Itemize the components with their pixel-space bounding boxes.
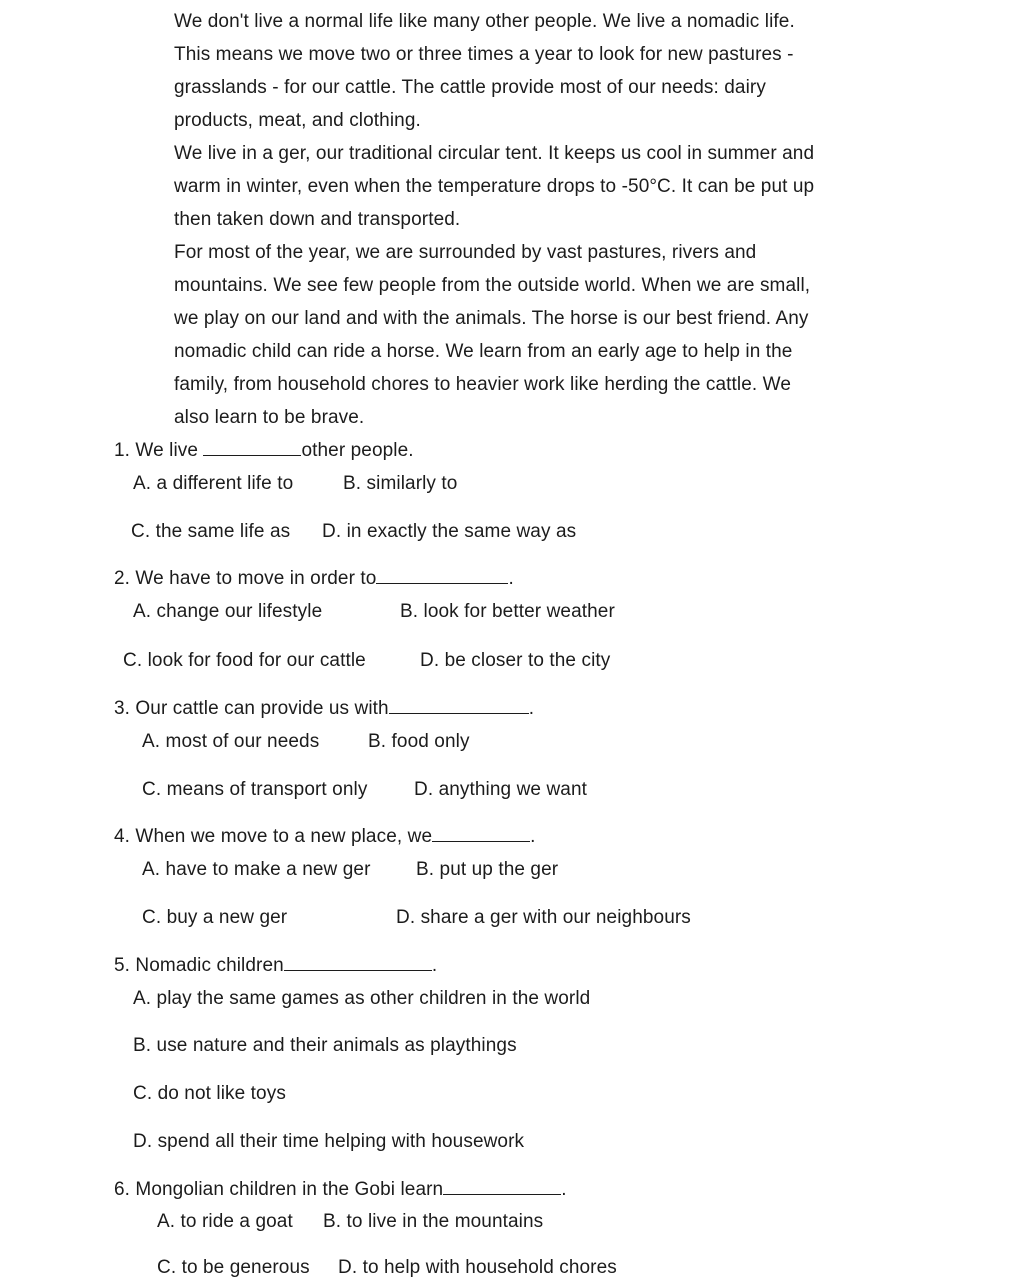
passage-line: family, from household chores to heavier work like herding the cattle. We — [174, 374, 791, 395]
passage-line: mountains. We see few people from the outside world. When we are small, — [174, 275, 811, 296]
question-stem-end: other people. — [301, 440, 414, 461]
question-stem — [114, 439, 414, 463]
option-b[interactable]: B. food only — [368, 731, 470, 752]
option-b[interactable]: B. similarly to — [343, 473, 458, 494]
question-stem — [114, 825, 536, 849]
option-c[interactable]: C. means of transport only — [142, 779, 368, 800]
option-b[interactable]: B. use nature and their animals as playthings — [133, 1035, 517, 1056]
option-c[interactable]: C. the same life as — [131, 521, 291, 542]
option-d[interactable]: D. in exactly the same way as — [322, 521, 577, 542]
passage-line: For most of the year, we are surrounded by vast pastures, rivers and — [174, 242, 757, 263]
question-stem — [114, 697, 534, 721]
passage-line: grasslands - for our cattle. The cattle provide most of our needs: dairy — [174, 77, 766, 98]
question-stem — [114, 954, 437, 978]
question-stem-end: . — [508, 568, 514, 589]
answer-blank[interactable] — [389, 697, 529, 714]
answer-blank[interactable] — [284, 954, 432, 971]
question-stem-text: 3. Our cattle can provide us with — [114, 698, 389, 719]
option-a[interactable]: A. have to make a new ger — [142, 859, 371, 880]
option-a[interactable]: A. to ride a goat — [157, 1211, 293, 1232]
passage-line: also learn to be brave. — [174, 407, 365, 428]
question-stem-text: 6. Mongolian children in the Gobi learn — [114, 1179, 444, 1200]
passage-line: products, meat, and clothing. — [174, 110, 421, 131]
option-a[interactable]: A. most of our needs — [142, 731, 320, 752]
option-c[interactable]: C. to be generous — [157, 1257, 310, 1278]
option-a[interactable]: A. play the same games as other children in the world — [133, 988, 591, 1009]
option-c[interactable]: C. look for food for our cattle — [123, 650, 366, 671]
passage-line: We live in a ger, our traditional circular tent. It keeps us cool in summer and — [174, 143, 815, 164]
answer-blank[interactable] — [443, 1178, 561, 1195]
question-stem-text: 1. We live — [114, 440, 204, 461]
passage-line: This means we move two or three times a year to look for new pastures - — [174, 44, 794, 65]
option-b[interactable]: B. look for better weather — [400, 601, 615, 622]
question-stem-end: . — [530, 826, 536, 847]
question-stem-text: 4. When we move to a new place, we — [114, 826, 433, 847]
passage-line: nomadic child can ride a horse. We learn from an early age to help in the — [174, 341, 793, 362]
question-stem-end: . — [561, 1179, 567, 1200]
option-c[interactable]: C. buy a new ger — [142, 907, 288, 928]
option-d[interactable]: D. to help with household chores — [338, 1257, 617, 1278]
option-a[interactable]: A. change our lifestyle — [133, 601, 323, 622]
passage-line: We don't live a normal life like many other people. We live a nomadic life. — [174, 11, 795, 32]
passage-line: warm in winter, even when the temperature drops to -50°C. It can be put up — [174, 176, 815, 197]
question-stem-text: 5. Nomadic children — [114, 955, 284, 976]
option-b[interactable]: B. to live in the mountains — [323, 1211, 544, 1232]
option-c[interactable]: C. do not like toys — [133, 1083, 286, 1104]
question-stem-end: . — [528, 698, 535, 719]
question-stem — [114, 1178, 567, 1202]
option-b[interactable]: B. put up the ger — [416, 859, 559, 880]
passage-line: we play on our land and with the animals. The horse is our best friend. Any — [174, 308, 809, 329]
option-d[interactable]: D. spend all their time helping with housework — [133, 1131, 525, 1152]
question-stem-text: 2. We have to move in order to — [114, 568, 377, 589]
option-a[interactable]: A. a different life to — [133, 473, 294, 494]
question-stem-end: . — [431, 955, 438, 976]
option-d[interactable]: D. be closer to the city — [420, 650, 611, 671]
option-d[interactable]: D. anything we want — [414, 779, 587, 800]
option-d[interactable]: D. share a ger with our neighbours — [396, 907, 691, 928]
answer-blank[interactable] — [203, 439, 301, 456]
answer-blank[interactable] — [376, 567, 508, 584]
question-stem — [114, 567, 514, 591]
answer-blank[interactable] — [432, 825, 530, 842]
passage-line: then taken down and transported. — [174, 209, 461, 230]
